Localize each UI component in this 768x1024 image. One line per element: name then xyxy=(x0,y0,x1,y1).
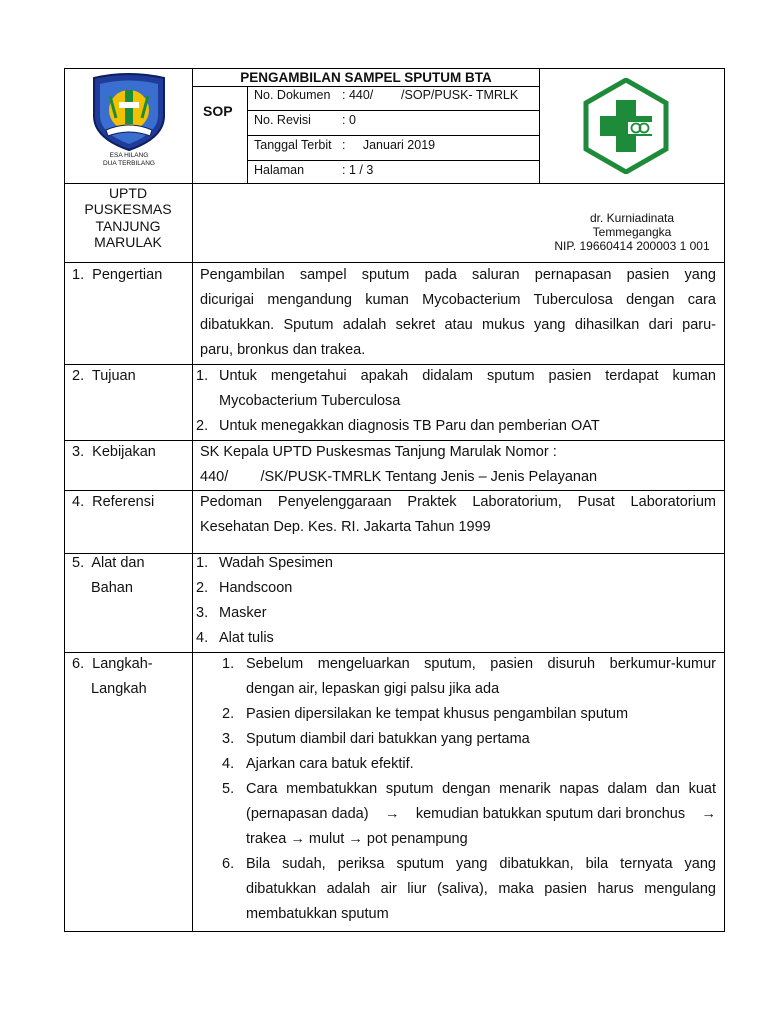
text-line: Sputum diambil dari batukkan yang pertama xyxy=(246,731,530,747)
list-number: 1. xyxy=(196,555,209,571)
sop-label: SOP xyxy=(203,103,233,119)
list-number: 4. xyxy=(196,630,209,646)
text-line: membatukkan sputum xyxy=(246,906,389,922)
text-line: Pedoman Penyelenggaraan Praktek Laboratorium, Pusat Laboratorium xyxy=(200,494,716,510)
section-label: 2. Tujuan xyxy=(72,368,136,384)
list-item xyxy=(196,601,596,626)
text-fragment: mulut xyxy=(308,831,345,847)
text-line: dibatukkan. Sputum adalah sekret atau mukus yang dihasilkan dari paru- xyxy=(200,317,716,333)
list-number: 6. xyxy=(222,856,235,872)
text-fragment: (pernapasan dada) xyxy=(246,806,369,822)
list-number: 3. xyxy=(222,731,235,747)
field-label: No. Revisi xyxy=(254,113,311,127)
org-name: UPTD xyxy=(108,185,148,201)
list-number: 1. xyxy=(196,368,209,384)
list-item xyxy=(222,702,716,727)
text-line: Cara membatukkan sputum dengan menarik napas dalam dan kuat xyxy=(246,781,716,797)
kebijakan-text: 440/ /SK/PUSK-TMRLK Tentang Jenis – Jenis Pelayanan xyxy=(200,469,598,485)
referensi-text xyxy=(200,490,716,540)
section-label: 1. Pengertian xyxy=(72,267,163,283)
kebijakan-text: SK Kepala UPTD Puskesmas Tanjung Marulak Nomor : xyxy=(200,444,557,460)
list-item xyxy=(222,852,716,927)
text-line: Untuk mengetahui apakah didalam sputum pasien terdapat kuman xyxy=(219,368,716,384)
shield-emblem-icon xyxy=(84,72,174,152)
medical-cross-icon xyxy=(578,78,674,174)
section-label: 6. Langkah- xyxy=(72,656,153,672)
text-line: Ajarkan cara batuk efektif. xyxy=(246,756,414,772)
org-name: PUSKESMAS xyxy=(84,201,172,217)
text-line: Bila sudah, periksa sputum yang dibatukkan, bila ternyata yang xyxy=(246,856,716,872)
field-value: : 1 / 3 xyxy=(342,163,374,177)
section-label: 3. Kebijakan xyxy=(72,444,156,460)
langkah-list xyxy=(222,652,716,927)
list-number: 5. xyxy=(222,781,235,797)
section-label: 5. Alat dan xyxy=(72,555,145,571)
logo-caption: ESA HILANG xyxy=(109,152,149,159)
field-label: Halaman xyxy=(254,163,305,177)
signer-nip: NIP. 19660414 200003 1 001 xyxy=(554,239,710,253)
list-number: 2. xyxy=(196,418,209,434)
field-value: : 0 xyxy=(342,113,356,127)
text-line: Kesehatan Dep. Kes. RI. Jakarta Tahun 1999 xyxy=(200,519,491,535)
text-fragment: trakea xyxy=(246,831,287,847)
section-label: Langkah xyxy=(91,681,147,697)
list-item xyxy=(196,414,716,439)
text-line: Pengambilan sampel sputum pada saluran pernapasan pasien yang xyxy=(200,267,716,283)
text-line: Wadah Spesimen xyxy=(219,555,333,571)
text-line: Pasien dipersilakan ke tempat khusus pengambilan sputum xyxy=(246,706,629,722)
field-label: Tanggal Terbit xyxy=(254,138,332,152)
text-line: Masker xyxy=(219,605,267,621)
text-fragment: kemudian batukkan sputum dari bronchus xyxy=(415,806,686,822)
alat-list xyxy=(196,551,596,651)
list-item xyxy=(222,727,716,752)
text-line: dibatukkan adalah air liur (saliva), maka pasien harus mengulang xyxy=(246,881,716,897)
text-line: paru, bronkus dan trakea. xyxy=(200,342,366,358)
pengertian-text xyxy=(200,263,716,363)
text-line: Untuk menegakkan diagnosis TB Paru dan pemberian OAT xyxy=(219,418,600,434)
arrow-right-icon: → xyxy=(384,806,400,822)
text-line: Sebelum mengeluarkan sputum, pasien disuruh berkumur-kumur xyxy=(246,656,716,672)
list-item xyxy=(222,777,716,852)
org-name: TANJUNG xyxy=(95,218,161,234)
field-value: : Januari 2019 xyxy=(342,138,436,152)
arrow-right-icon: → xyxy=(348,831,363,847)
list-number: 4. xyxy=(222,756,235,772)
section-label: 4. Referensi xyxy=(72,494,155,510)
list-item xyxy=(196,576,596,601)
signer-name: Temmegangka xyxy=(592,225,672,239)
text-line: dengan air, lepaskan gigi palsu jika ada xyxy=(246,681,500,697)
logo-caption: DUA TERBILANG xyxy=(103,160,155,167)
list-item xyxy=(222,752,716,777)
list-number: 3. xyxy=(196,605,209,621)
arrow-right-icon: → xyxy=(701,806,716,822)
puskesmas-logo xyxy=(578,78,674,174)
text-line: Alat tulis xyxy=(219,630,274,646)
field-label: No. Dokumen xyxy=(254,88,331,102)
text-line: dicurigai mengandung kuman Mycobacterium Tuberculosa dengan cara xyxy=(200,292,716,308)
list-item xyxy=(196,626,596,651)
text-line: Handscoon xyxy=(219,580,293,596)
list-item xyxy=(222,652,716,702)
list-item xyxy=(196,551,596,576)
text-fragment: pot penampung xyxy=(366,831,468,847)
text-line xyxy=(246,827,716,852)
list-item xyxy=(196,364,716,414)
document-title: PENGAMBILAN SAMPEL SPUTUM BTA xyxy=(240,70,492,85)
field-value: : 440/ /SOP/PUSK- TMRLK xyxy=(342,88,519,102)
list-number: 2. xyxy=(196,580,209,596)
text-line: Mycobacterium Tuberculosa xyxy=(219,393,401,409)
list-number: 1. xyxy=(222,656,235,672)
org-name: MARULAK xyxy=(94,234,162,250)
list-number: 2. xyxy=(222,706,235,722)
signer-name: dr. Kurniadinata xyxy=(589,211,675,225)
tujuan-list xyxy=(196,364,716,439)
text-line xyxy=(246,802,716,827)
arrow-right-icon: → xyxy=(290,831,305,847)
section-label: Bahan xyxy=(91,580,133,596)
regency-logo xyxy=(84,72,174,177)
